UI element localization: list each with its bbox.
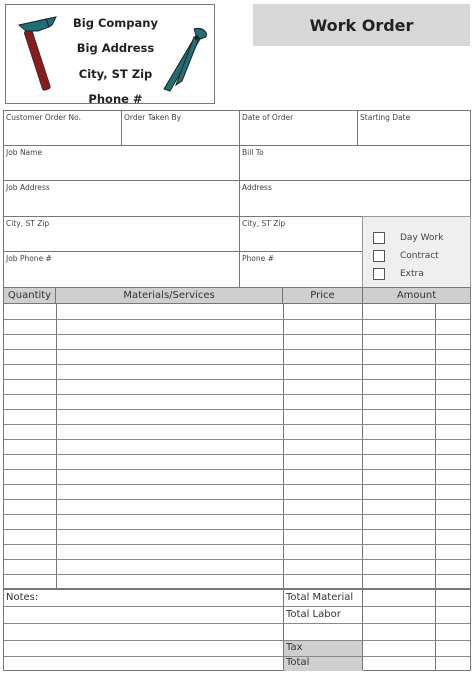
field-label: Starting Date <box>360 113 411 122</box>
row-divider <box>4 349 470 350</box>
column-divider <box>283 304 284 589</box>
customer-order-no-field[interactable] <box>3 110 122 146</box>
page-title: Work Order <box>253 4 470 46</box>
totals-section <box>3 589 471 671</box>
column-divider <box>283 590 284 670</box>
bill-city-field[interactable] <box>239 216 363 252</box>
company-phone: Phone # <box>88 92 143 106</box>
items-grid[interactable] <box>3 304 471 589</box>
column-divider <box>362 304 363 589</box>
column-header-price: Price <box>282 287 363 304</box>
option-label: Extra <box>400 269 424 279</box>
row-divider <box>4 439 470 440</box>
company-address: Big Address <box>76 41 155 55</box>
total-material-label: Total Material <box>286 592 354 603</box>
row-divider <box>4 409 470 410</box>
row-divider <box>4 484 470 485</box>
row-divider <box>4 606 470 607</box>
row-divider <box>4 469 470 470</box>
company-name: Big Company <box>73 16 158 30</box>
day-work-checkbox[interactable] <box>373 232 385 244</box>
row-divider <box>4 544 470 545</box>
field-label: Bill To <box>242 148 264 157</box>
column-divider <box>435 304 436 589</box>
starting-date-field[interactable] <box>357 110 471 146</box>
column-header-quantity: Quantity <box>3 287 56 304</box>
column-divider <box>56 304 57 589</box>
row-divider <box>4 514 470 515</box>
field-label: City, ST Zip <box>6 219 50 228</box>
tax-label: Tax <box>286 642 303 653</box>
date-of-order-field[interactable] <box>239 110 358 146</box>
field-label: Job Address <box>6 183 50 192</box>
column-header-materials: Materials/Services <box>55 287 283 304</box>
field-label: Order Taken By <box>124 113 182 122</box>
bill-to-field[interactable] <box>239 145 471 181</box>
field-label: City, ST Zip <box>242 219 286 228</box>
job-name-field[interactable] <box>3 145 240 181</box>
row-divider <box>4 319 470 320</box>
field-label: Job Phone # <box>6 254 52 263</box>
job-city-field[interactable] <box>3 216 240 252</box>
field-label: Phone # <box>242 254 274 263</box>
extra-checkbox[interactable] <box>373 268 385 280</box>
row-divider <box>4 334 470 335</box>
total-labor-label: Total Labor <box>286 609 341 620</box>
option-contract[interactable] <box>373 249 439 263</box>
option-label: Contract <box>400 251 439 261</box>
row-divider <box>4 574 470 575</box>
address-field[interactable] <box>239 180 471 217</box>
contract-checkbox[interactable] <box>373 250 385 262</box>
row-divider <box>4 394 470 395</box>
field-label: Job Name <box>6 148 43 157</box>
option-extra[interactable] <box>373 267 424 281</box>
job-phone-field[interactable] <box>3 251 240 288</box>
row-divider <box>4 623 470 624</box>
field-label: Customer Order No. <box>6 113 81 122</box>
order-taken-by-field[interactable] <box>121 110 240 146</box>
field-label: Address <box>242 183 272 192</box>
total-label: Total <box>286 657 310 668</box>
row-divider <box>4 499 470 500</box>
row-divider <box>4 640 470 641</box>
option-day-work[interactable] <box>373 231 443 245</box>
work-type-options <box>362 216 471 288</box>
row-divider <box>4 424 470 425</box>
column-divider <box>435 590 436 670</box>
pliers-icon <box>156 25 214 95</box>
option-label: Day Work <box>400 233 444 243</box>
row-divider <box>4 379 470 380</box>
company-city: City, ST Zip <box>78 67 153 81</box>
notes-label: Notes: <box>6 592 39 603</box>
row-divider <box>4 529 470 530</box>
field-label: Date of Order <box>242 113 294 122</box>
row-divider <box>4 454 470 455</box>
company-logo-box <box>5 4 215 104</box>
row-divider <box>4 364 470 365</box>
column-divider <box>362 590 363 670</box>
row-divider <box>4 559 470 560</box>
column-header-amount: Amount <box>362 287 471 304</box>
phone-field[interactable] <box>239 251 363 288</box>
job-address-field[interactable] <box>3 180 240 217</box>
row-divider <box>4 656 470 657</box>
